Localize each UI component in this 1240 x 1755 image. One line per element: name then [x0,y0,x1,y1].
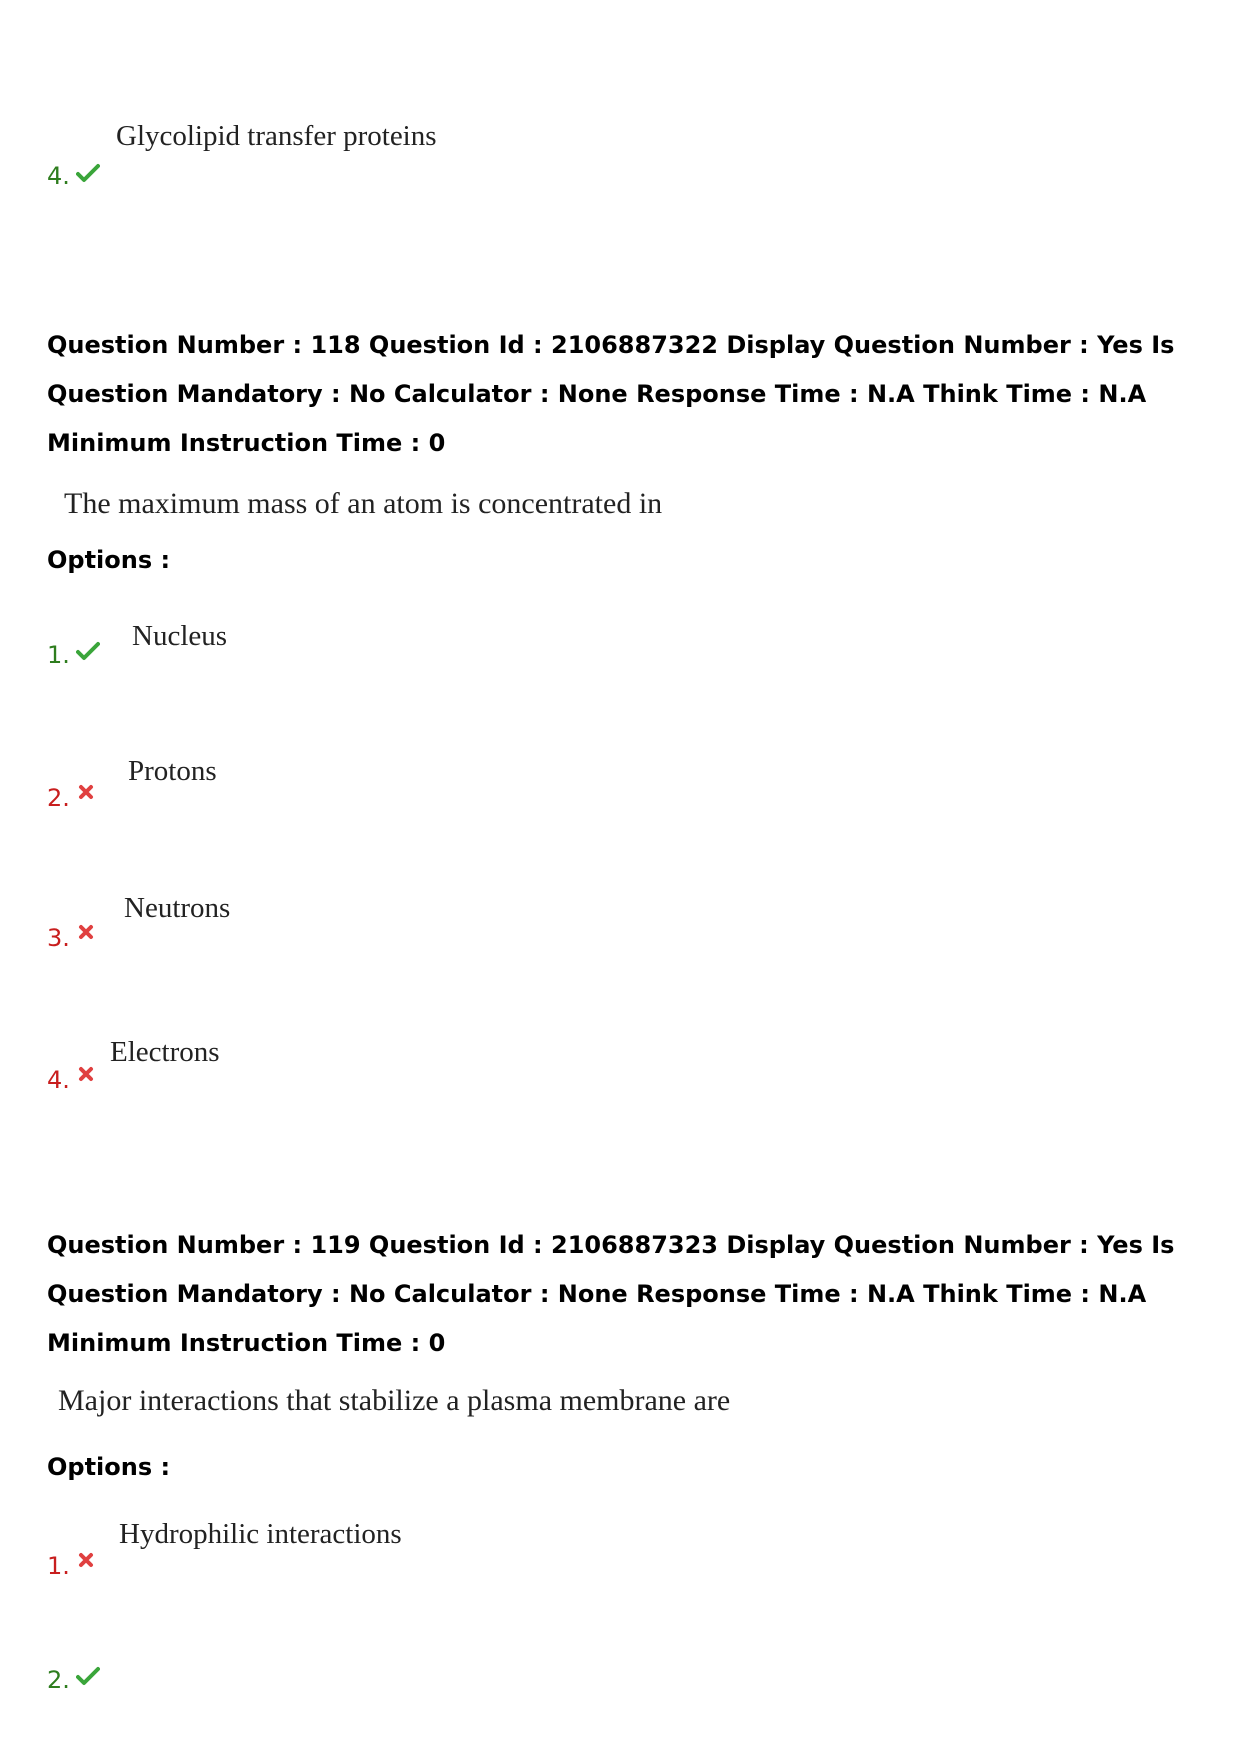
option-text: Neutrons [124,892,231,924]
question-meta: Question Number : 119 Question Id : 2106887323 Display Question Number : Yes Is Question Mandatory : No Calculator : None Response Time : N.A Think Time : N.A Minimum Instruction Time : 0 [47,1231,1175,1357]
option-text: Hydrophilic interactions [119,1518,402,1550]
question-text: The maximum mass of an atom is concentrated in [64,487,663,520]
question-meta: Question Number : 118 Question Id : 2106887322 Display Question Number : Yes Is Question Mandatory : No Calculator : None Response Time : N.A Think Time : N.A Minimum Instruction Time : 0 [47,331,1175,457]
correct-check-icon [76,163,100,183]
options-label: Options : [47,1453,171,1481]
correct-check-icon [76,641,100,661]
wrong-cross-icon [78,784,94,800]
wrong-cross-icon [78,1552,94,1568]
question-text: Major interactions that stabilize a plasma membrane are [58,1384,731,1417]
wrong-cross-icon [78,924,94,940]
option-text: Glycolipid transfer proteins [116,120,437,152]
option-text: Electrons [110,1036,220,1068]
option-text: Nucleus [132,620,228,652]
option-number: 2. [47,784,70,812]
options-label: Options : [47,546,171,574]
wrong-cross-icon [78,1066,94,1082]
option-number: 3. [47,924,70,952]
option-number: 4. [47,1066,70,1094]
option-number: 4. [47,162,70,190]
option-number: 1. [47,641,70,669]
option-number: 1. [47,1552,70,1580]
option-number: 2. [47,1666,70,1694]
correct-check-icon [76,1666,100,1686]
option-text: Protons [128,755,217,787]
